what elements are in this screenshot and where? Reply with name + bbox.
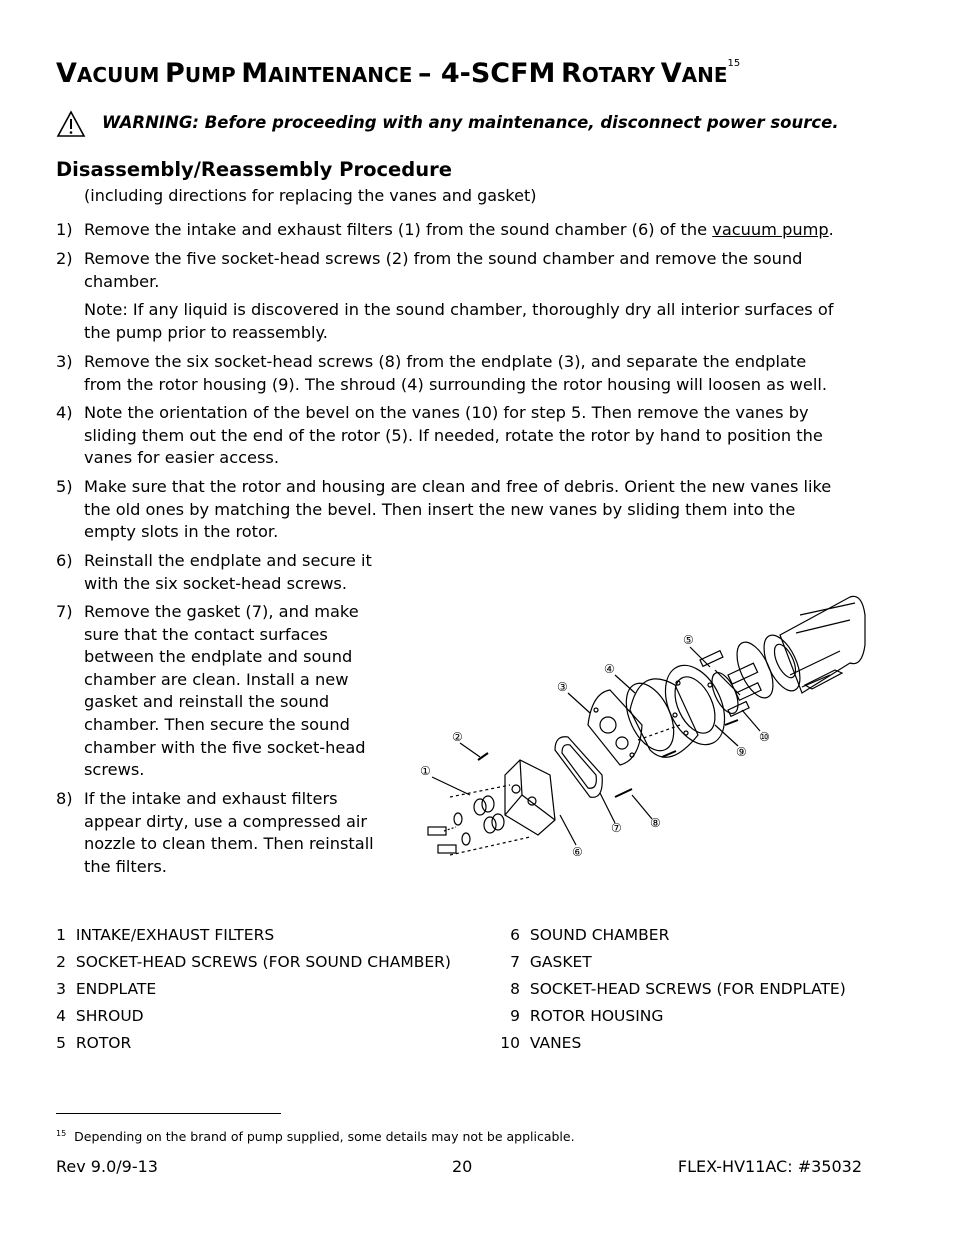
footnote-divider [56,1113,281,1114]
footnote: $^{15}$ Depending on the brand of pump supplied, some details may not be applicable. [56,1129,575,1144]
callout-9: ⑨ [736,745,747,759]
legend-item: 7 GASKET [510,953,592,971]
footer-revision: Rev 9.0/9-13 [56,1157,158,1176]
legend-item: 2 SOCKET-HEAD SCREWS (FOR SOUND CHAMBER) [56,953,451,971]
callout-8: ⑧ [650,816,661,830]
callout-7: ⑦ [611,821,622,835]
callout-1: ① [420,764,431,778]
filters-illustration [428,785,530,855]
callout-5: ⑤ [683,633,694,647]
legend-item: 3 ENDPLATE [56,980,157,998]
legend-item: 10 VANES [500,1034,582,1052]
endplate-illustration [588,690,642,765]
legend-item: 8 SOCKET-HEAD SCREWS (FOR ENDPLATE) [510,980,846,998]
warning-triangle-icon [56,110,86,138]
callout-4: ④ [604,662,615,676]
page-title: VACUUM PUMP MAINTENANCE – 4-SCFM ROTARY VANE$^{15}$ [56,58,741,89]
legend-item: 6 SOUND CHAMBER [510,926,670,944]
callout-10: ⑩ [759,730,770,744]
rotor-illustration [700,651,761,717]
legend-item: 9 ROTOR HOUSING [510,1007,664,1025]
warning-text: WARNING: Before proceeding with any maintenance, disconnect power source. [102,113,839,132]
section-heading: Disassembly/Reassembly Procedure [56,158,452,181]
vacuum-pump-link[interactable]: vacuum pump [712,220,829,239]
gasket-illustration [555,737,602,798]
legend-item: 1 INTAKE/EXHAUST FILTERS [56,926,275,944]
legend-item: 4 SHROUD [56,1007,144,1025]
pump-exploded-diagram [410,575,880,875]
callout-6: ⑥ [572,845,583,859]
footer-page-number: 20 [452,1157,473,1176]
sound-chamber-illustration [505,760,555,835]
legend-item: 5 ROTOR [56,1034,132,1052]
footnote-reference[interactable]: 15 [727,58,741,69]
callout-2: ② [452,730,463,744]
section-subheading: (including directions for replacing the vanes and gasket) [84,186,537,205]
footer-document-id: FLEX-HV11AC: #35032 [677,1157,862,1176]
callout-3: ③ [557,680,568,694]
